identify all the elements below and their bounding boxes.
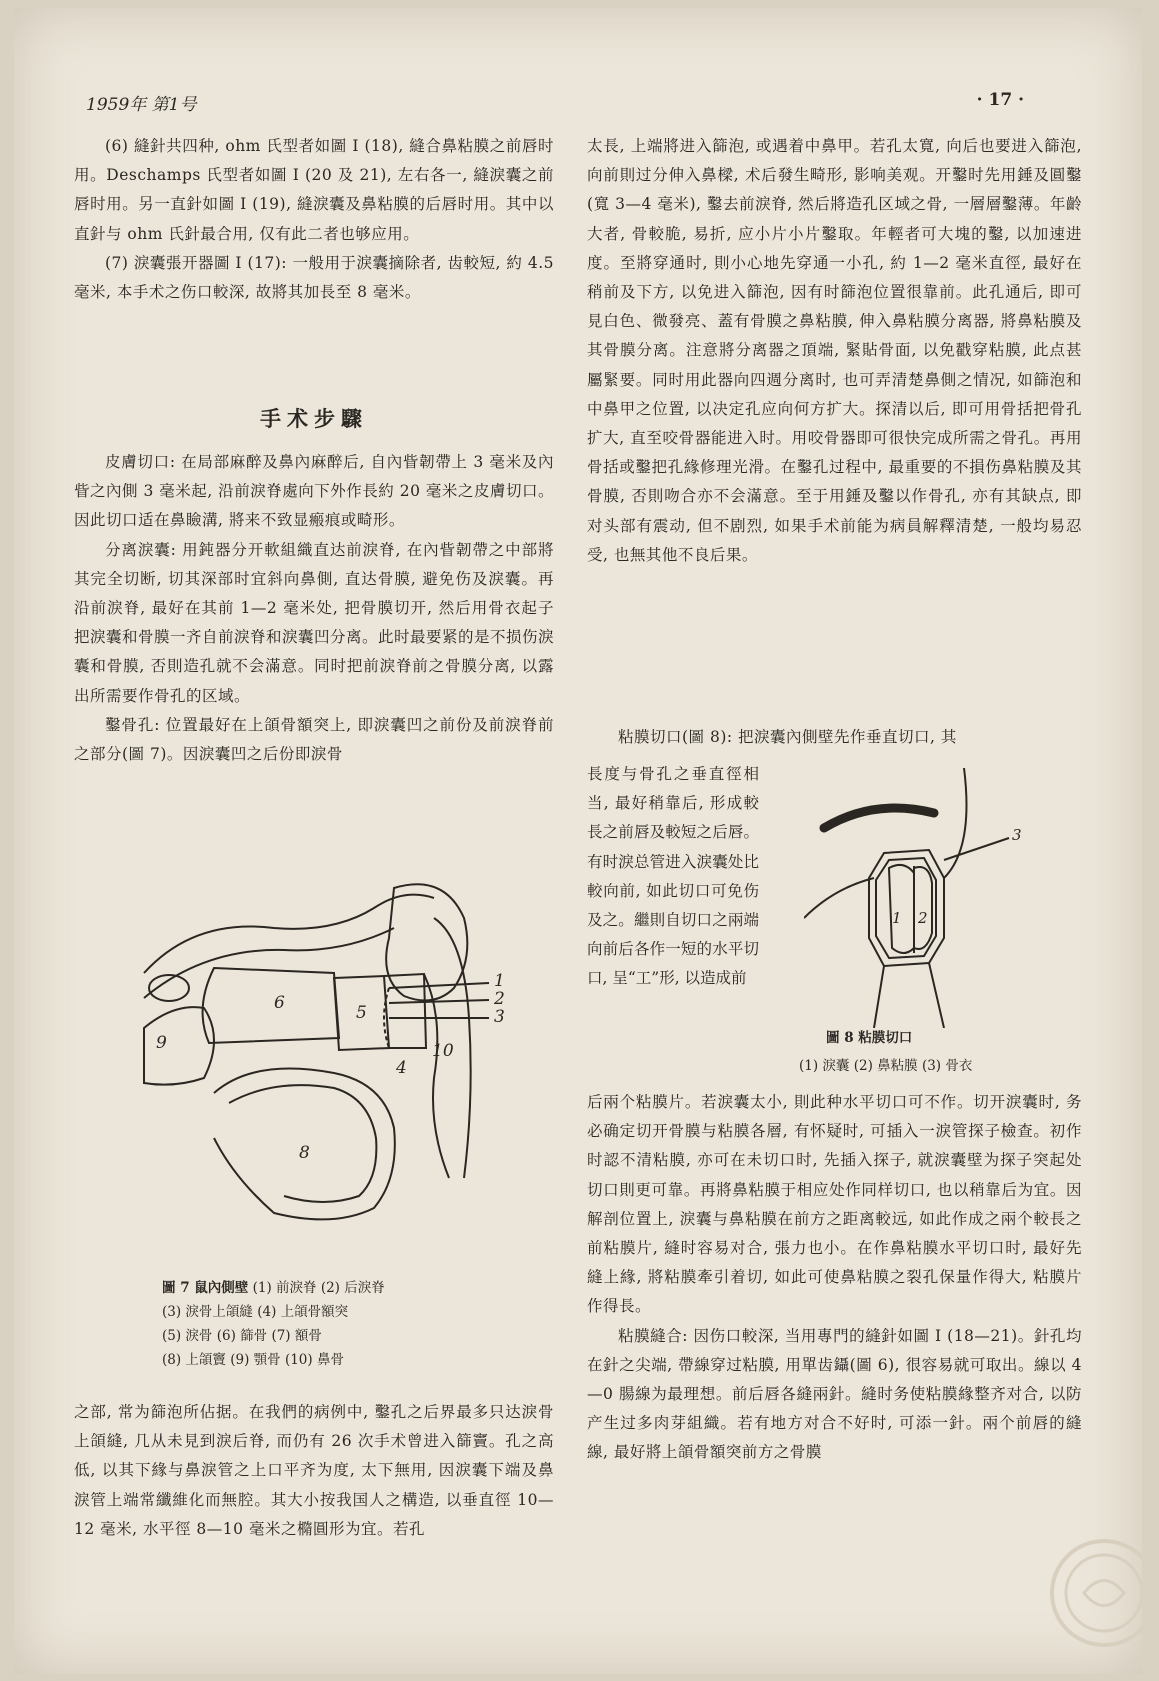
- caption-item: (9) 顎骨: [230, 1352, 281, 1368]
- caption-item: (10) 鼻骨: [284, 1352, 344, 1368]
- figure-7-caption: [162, 1276, 542, 1372]
- text-wrapped-beside-figure-8: 長度与骨孔之垂直徑相当, 最好稍靠后, 形成較長之前唇及較短之后唇。有时淚总管进入淚囊处比較向前, 如此切口可免伤及之。繼則自切口之兩端向前后各作一短的水平切口, 呈“工”形, 以造成前: [587, 765, 759, 988]
- caption-item: (2) 后淚脊: [320, 1280, 385, 1296]
- caption-item: (5) 淚骨: [162, 1328, 213, 1344]
- fig7-label-10: 10: [432, 1041, 454, 1061]
- journal-issue-header: 1959年 第1号: [86, 95, 197, 115]
- figure-7-illustration: [134, 878, 534, 1248]
- paragraph: (6) 縫針共四种, ohm 氏型者如圖 I (18), 縫合鼻粘膜之前唇时用。Deschamps 氏型者如圖 I (20 及 21), 左右各一, 縫淚囊之前唇时用。另一直針如圖 I (19), 縫淚囊及鼻粘膜的后唇时用。其中以直針与 ohm 氏針最合用, 仅有此二者也够应用。: [74, 137, 554, 243]
- caption-item: (3) 淚骨上頜縫: [162, 1304, 253, 1320]
- caption-item: (3) 骨衣: [921, 1058, 973, 1074]
- caption-item: (1) 前淚脊: [252, 1280, 317, 1296]
- fig7-label-6: 6: [274, 993, 285, 1013]
- caption-item: (1) 淚囊: [799, 1058, 850, 1074]
- watermark-seal: [1044, 1533, 1142, 1653]
- fig7-label-2: 2: [494, 989, 505, 1009]
- fig7-label-4: 4: [396, 1058, 407, 1078]
- figure-7-caption-title: 圖 7 鼠內側壁: [162, 1280, 249, 1296]
- paragraph: 皮膚切口: 在局部麻醉及鼻內麻醉后, 自內眥韌帶上 3 毫米及內眥之內側 3 毫米起, 沿前淚脊處向下外作長約 20 毫米之皮膚切口。因此切口适在鼻瞼溝, 將来不致显瘢痕或畸形。: [74, 453, 554, 530]
- fig7-label-9: 9: [156, 1033, 167, 1053]
- journal-page: [14, 8, 1142, 1674]
- paragraph: (7) 淚囊張开器圖 I (17): 一般用于淚囊摘除者, 齿較短, 約 4.5 毫米, 本手术之伤口較深, 故將其加長至 8 毫米。: [74, 253, 554, 302]
- fig7-label-8: 8: [299, 1143, 310, 1163]
- paragraph: 粘膜縫合: 因伤口較深, 当用專門的縫針如圖 I (18—21)。針孔均在針之尖端, 帶線穿过粘膜, 用單齿鑷(圖 6), 很容易就可取出。線以 4—0 腸線为最理想。前后唇各縫兩針。縫时务使粘膜緣整齐对合, 以防产生过多肉芽組織。若有地方对合不好时, 可添一針。兩个前唇的縫線, 最好將上頜骨額突前方之骨膜: [587, 1326, 1082, 1462]
- right-column-bottom: [587, 1088, 1082, 1468]
- paragraph: 鑿骨孔: 位置最好在上頜骨額突上, 即淚囊凹之前份及前淚脊前之部分(圖 7)。因淚囊凹之后份即淚骨: [74, 715, 554, 764]
- fig7-label-1: 1: [494, 971, 505, 991]
- caption-title-text: 圖 8 粘膜切口: [826, 1030, 913, 1046]
- caption-item: (2) 鼻粘膜: [853, 1058, 918, 1074]
- caption-item: (4) 上頜骨額突: [257, 1304, 349, 1320]
- fig8-label-1: 1: [892, 909, 902, 927]
- figure-8-illustration: [804, 768, 1054, 1028]
- left-column-bottom: [74, 1398, 554, 1544]
- paragraph: 之部, 常为篩泡所佔据。在我們的病例中, 鑿孔之后界最多只达淚骨上頜縫, 几从未見到淚后脊, 而仍有 26 次手术曾进入篩竇。孔之高低, 以其下緣与鼻淚管之上口平齐为度, 太下無用, 因淚囊下端及鼻淚管上端常纖維化而無腔。其大小按我国人之構造, 以垂直徑 10—12 毫米, 水平徑 8—10 毫米之橢圓形为宜。若孔: [74, 1403, 554, 1538]
- caption-item: (7) 額骨: [271, 1328, 322, 1344]
- section-heading: 手术步驟: [260, 406, 368, 431]
- figure-8-caption-items: [799, 1054, 1089, 1078]
- caption-item: (6) 篩骨: [216, 1328, 268, 1344]
- paragraph: 分离淚囊: 用鈍器分开軟組織直达前淚脊, 在內眥韌帶之中部將其完全切断, 切其深部时宜斜向鼻側, 直达骨膜, 避免伤及淚囊。再沿前淚脊, 最好在其前 1—2 毫米处, 把骨膜切开, 然后用骨衣起子把淚囊和骨膜一齐自前淚脊和淚囊凹分离。此时最要紧的是不损伤淚囊和骨膜, 否則造孔就不会滿意。同时把前淚脊前之骨膜分离, 以露出所需要作骨孔的区域。: [74, 540, 555, 705]
- paragraph: 后兩个粘膜片。若淚囊太小, 則此种水平切口可不作。切开淚囊时, 务必确定切开骨膜与粘膜各層, 有怀疑时, 可插入一淚管探子檢查。初作时認不清粘膜, 亦可在未切口时, 先插入探子, 就淚囊壁为探子突起处切口則更可靠。再將鼻粘膜于相应处作同样切口, 也以稍靠后为宜。因解剖位置上, 淚囊与鼻粘膜在前方之距离較远, 如此作成之兩个較長之前粘膜片, 縫时容易对合, 張力也小。在作鼻粘膜水平切口时, 最好先縫上緣, 將粘膜牽引着切, 如此可使鼻粘膜之裂孔保量作得大, 粘膜片作得長。: [587, 1093, 1082, 1316]
- paragraph: 太長, 上端將进入篩泡, 或遇着中鼻甲。若孔太寬, 向后也要进入篩泡, 向前則过分伸入鼻樑, 术后發生畸形, 影响美观。开鑿时先用錘及圓鑿(寬 3—4 毫米), 鑿去前淚脊, 然后將造孔区域之骨, 一層層鑿薄。年齡大者, 骨較脆, 易折, 应小片小片鑿取。年輕者可大塊的鑿, 以加速进度。至將穿通时, 則小心地先穿通一小孔, 約 1—2 毫米直徑, 最好在稍前及下方, 以免进入篩泡, 因有时篩泡位置很靠前。此孔通后, 即可見白色、微發亮、蓋有骨膜之鼻粘膜, 伸入鼻粘膜分离器, 將鼻粘膜及其骨膜分离。注意將分离器之頂端, 緊貼骨面, 以免戳穿粘膜, 此点甚屬緊要。同时用此器向四週分离时, 也可弄清楚鼻側之情况, 如篩泡和中鼻甲之位置, 以决定孔应向何方扩大。探清以后, 即可用骨括把骨孔扩大, 直至咬骨器能进入时。用咬骨器即可很快完成所需之骨孔。再用骨括或鑿把孔緣修理光滑。在鑿孔过程中, 最重要的不損伤鼻粘膜及其骨膜, 否則吻合亦不会滿意。至于用錘及鑿以作骨孔, 亦有其缺点, 即对头部有震动, 但不剧烈, 如果手术前能为病員解釋清楚, 一般均易忍受, 也無其他不良后果。: [587, 137, 1082, 564]
- fig8-label-2: 2: [918, 909, 928, 927]
- page-number: · 17 ·: [976, 90, 1024, 110]
- fig8-label-3: 3: [1012, 826, 1022, 844]
- paragraph: 粘膜切口(圖 8): 把淚囊內側壁先作垂直切口, 其: [618, 728, 957, 746]
- caption-item: (8) 上頜竇: [162, 1352, 226, 1368]
- fig7-label-3: 3: [494, 1007, 505, 1027]
- right-column-lead: [587, 723, 1082, 752]
- right-column-top: [587, 132, 1082, 570]
- left-column-middle: [74, 448, 554, 769]
- figure-8-caption-title: [826, 1026, 1066, 1050]
- left-column-top: [74, 132, 554, 307]
- fig7-label-5: 5: [356, 1003, 367, 1023]
